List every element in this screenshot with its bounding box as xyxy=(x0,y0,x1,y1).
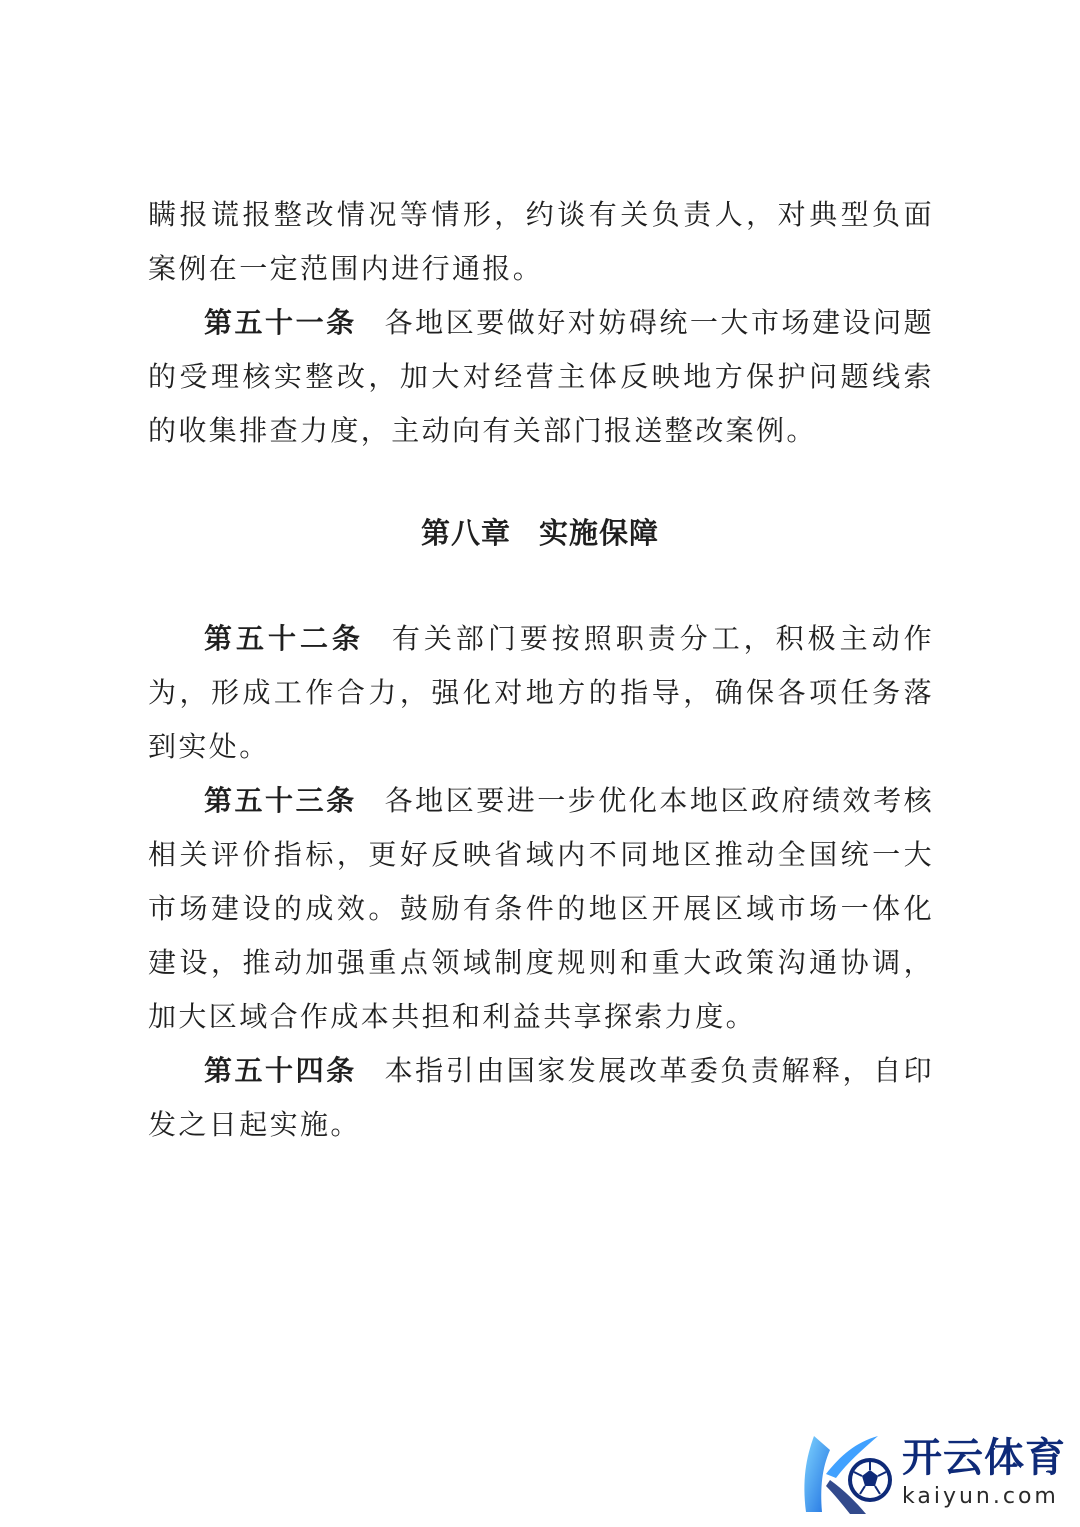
article-number: 第五十三条 xyxy=(204,784,357,817)
kaiyun-watermark xyxy=(796,1428,1066,1518)
kaiyun-logo-icon xyxy=(796,1428,900,1518)
chapter-heading xyxy=(0,510,1080,556)
watermark-url: kaiyun.com xyxy=(902,1484,1059,1509)
article-text: 有关部门要按照职责分工，积极主动作为，形成工作合力，强化对地方的指导，确保各项任务落到实处。 xyxy=(148,622,934,763)
article-paragraph xyxy=(148,296,934,458)
bottom-text-block xyxy=(148,612,934,1152)
article-number: 第五十四条 xyxy=(204,1054,357,1087)
top-text-block xyxy=(148,188,934,458)
article-paragraph xyxy=(148,774,934,1044)
chapter-number: 第八章 xyxy=(420,516,511,550)
article-number: 第五十一条 xyxy=(204,306,357,339)
article-text: 本指引由国家发展改革委负责解释，自印发之日起实施。 xyxy=(148,1054,934,1141)
article-text: 各地区要进一步优化本地区政府绩效考核相关评价指标，更好反映省域内不同地区推动全国统一大市场建设的成效。鼓励有条件的地区开展区域市场一体化建设，推动加强重点领域制度规则和重大政策沟通协调，加大区域合作成本共担和利益共享探索力度。 xyxy=(148,784,934,1033)
article-number: 第五十二条 xyxy=(204,622,364,655)
watermark-brand-name: 开云体育 xyxy=(902,1435,1066,1481)
continuation-paragraph: 瞒报谎报整改情况等情形，约谈有关负责人，对典型负面案例在一定范围内进行通报。 xyxy=(148,198,934,285)
article-paragraph xyxy=(148,612,934,774)
chapter-title: 实施保障 xyxy=(539,516,660,550)
article-text: 各地区要做好对妨碍统一大市场建设问题的受理核实整改，加大对经营主体反映地方保护问题线索的收集排查力度，主动向有关部门报送整改案例。 xyxy=(148,306,934,447)
article-paragraph xyxy=(148,1044,934,1152)
